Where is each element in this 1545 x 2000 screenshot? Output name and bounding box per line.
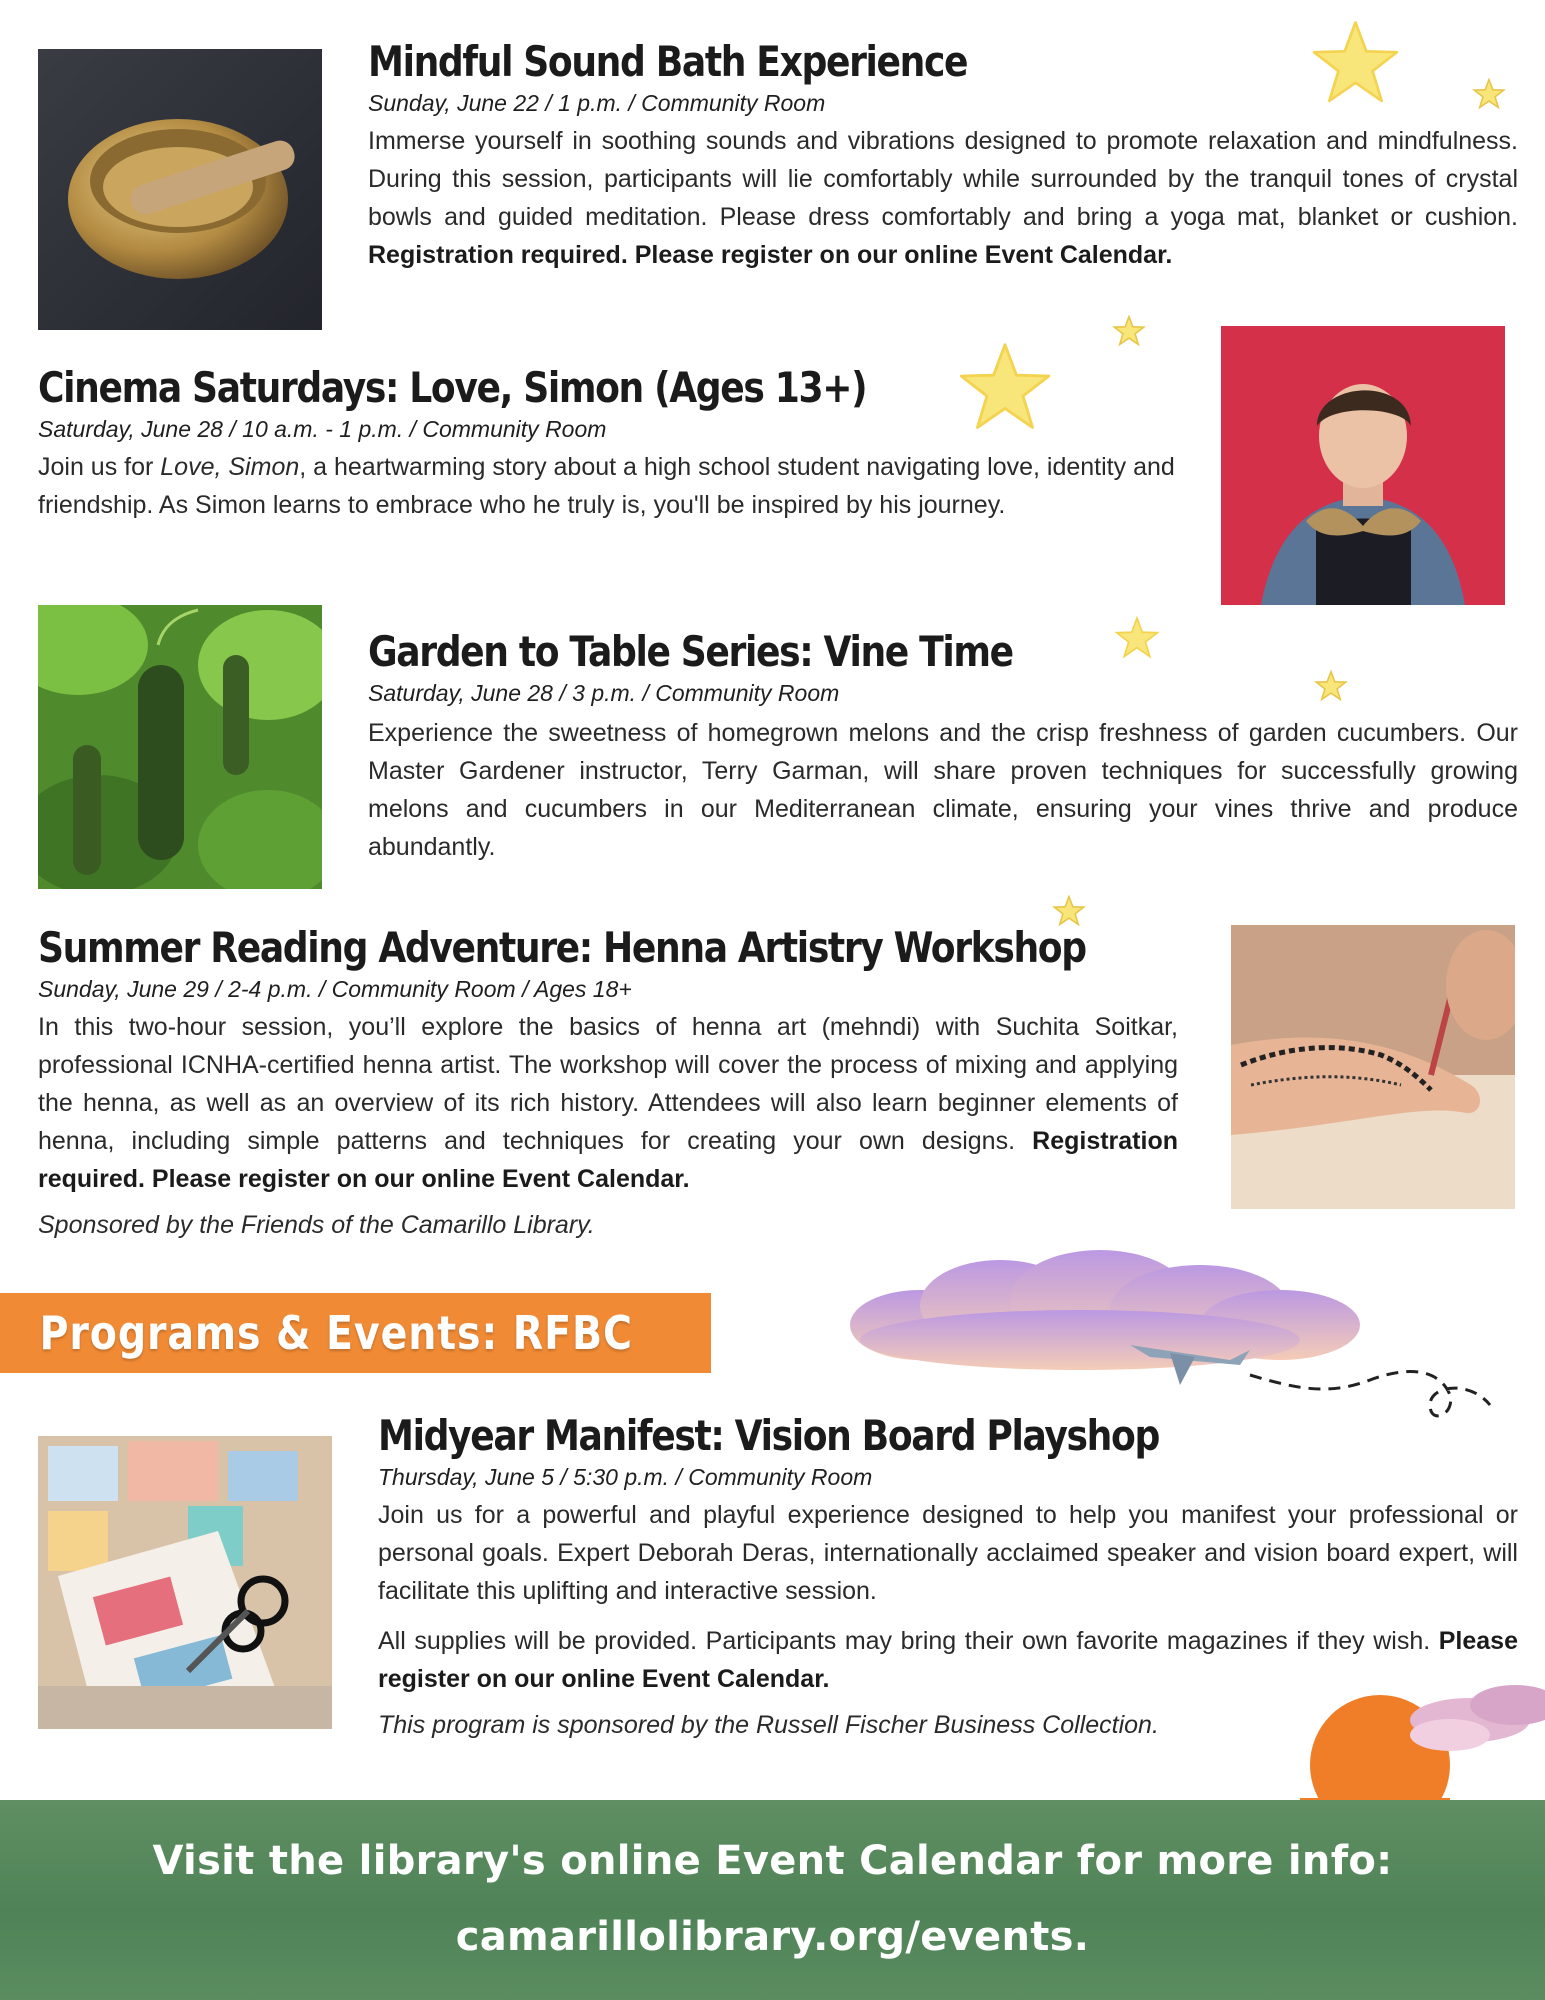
event-title: Midyear Manifest: Vision Board Playshop bbox=[378, 1411, 1159, 1460]
star-icon bbox=[1112, 315, 1146, 347]
event-title: Mindful Sound Bath Experience bbox=[368, 37, 968, 86]
cucumber-vine-photo bbox=[38, 605, 322, 889]
sponsor-note: Sponsored by the Friends of the Camarillo Library. bbox=[38, 1211, 595, 1239]
event-date-location: Saturday, June 28 / 3 p.m. / Community Room bbox=[368, 680, 840, 706]
event-date-location: Sunday, June 29 / 2-4 p.m. / Community Room / Ages 18+ bbox=[38, 976, 632, 1002]
event-description bbox=[38, 448, 1178, 524]
event-title: Summer Reading Adventure: Henna Artistry Workshop bbox=[38, 923, 1086, 972]
movie-actor-photo bbox=[1221, 326, 1505, 605]
event-description bbox=[368, 122, 1518, 274]
registration-note[interactable]: Registration required. Please register on our online Event Calendar. bbox=[38, 1127, 1178, 1193]
event-title: Garden to Table Series: Vine Time bbox=[368, 627, 1013, 676]
footer-banner bbox=[0, 1800, 1545, 2000]
singing-bowl-photo bbox=[38, 49, 322, 330]
event-title: Cinema Saturdays: Love, Simon (Ages 13+) bbox=[38, 363, 867, 412]
description-text: Join us for bbox=[38, 453, 161, 481]
section-banner-text: Programs & Events: RFBC bbox=[39, 1306, 633, 1360]
henna-hand-photo bbox=[1231, 925, 1515, 1209]
event-date-location: Sunday, June 22 / 1 p.m. / Community Room bbox=[368, 90, 826, 116]
section-banner bbox=[0, 1293, 711, 1373]
description-text: , a heartwarming story about a high school student navigating love, identity and friendship. As Simon learns to embrace who he truly is, you'll be inspired by his journey. bbox=[38, 453, 1175, 519]
footer-text: Visit the library's online Event Calendar for more info: bbox=[152, 1838, 1393, 1884]
movie-title: Love, Simon bbox=[160, 453, 300, 481]
footer-link[interactable]: camarillolibrary.org/events. bbox=[455, 1914, 1090, 1960]
registration-note[interactable]: Please register on our online Event Calendar. bbox=[378, 1627, 1518, 1693]
sunset-decoration bbox=[1300, 1680, 1545, 1820]
event-description bbox=[38, 1008, 1178, 1198]
sponsor-note: This program is sponsored by the Russell Fischer Business Collection. bbox=[378, 1711, 1159, 1739]
registration-note[interactable]: Registration required. Please register on our online Event Calendar. bbox=[368, 241, 1173, 269]
description-text: In this two-hour session, you’ll explore the basics of henna art (mehndi) with Suchita Soitkar, professional ICNHA-certified henna artist. The workshop will cover the process of mixing and applying the henna, as well as an overview of its rich history. Attendees will also learn beginner elements of henna, including simple patterns and techniques for creating your own designs. bbox=[38, 1013, 1178, 1155]
vision-board-photo bbox=[38, 1436, 332, 1729]
event-description: Join us for a powerful and playful experience designed to help you manifest your professional or personal goals. Expert Deborah Deras, internationally acclaimed speaker and vision board expert, will facilitate this uplifting and interactive session. bbox=[378, 1501, 1518, 1605]
description-text: All supplies will be provided. Participants may bring their own favorite magazines if they wish. bbox=[378, 1627, 1431, 1655]
description-text: Immerse yourself in soothing sounds and vibrations designed to promote relaxation and mindfulness. During this session, participants will lie comfortably while surrounded by the tranquil tones of crystal bowls and guided meditation. Please dress comfortably and bring a yoga mat, blanket or cushion. bbox=[368, 127, 1518, 231]
event-date-location: Saturday, June 28 / 10 a.m. - 1 p.m. / Community Room bbox=[38, 416, 607, 442]
event-date-location: Thursday, June 5 / 5:30 p.m. / Community Room bbox=[378, 1464, 873, 1490]
event-description: Experience the sweetness of homegrown melons and the crisp freshness of garden cucumbers. Our Master Gardener instructor, Terry Garman, will share proven techniques for successfully growing melons and cucumbers in our Mediterranean climate, ensuring your vines thrive and produce abundantly. bbox=[368, 719, 1518, 861]
